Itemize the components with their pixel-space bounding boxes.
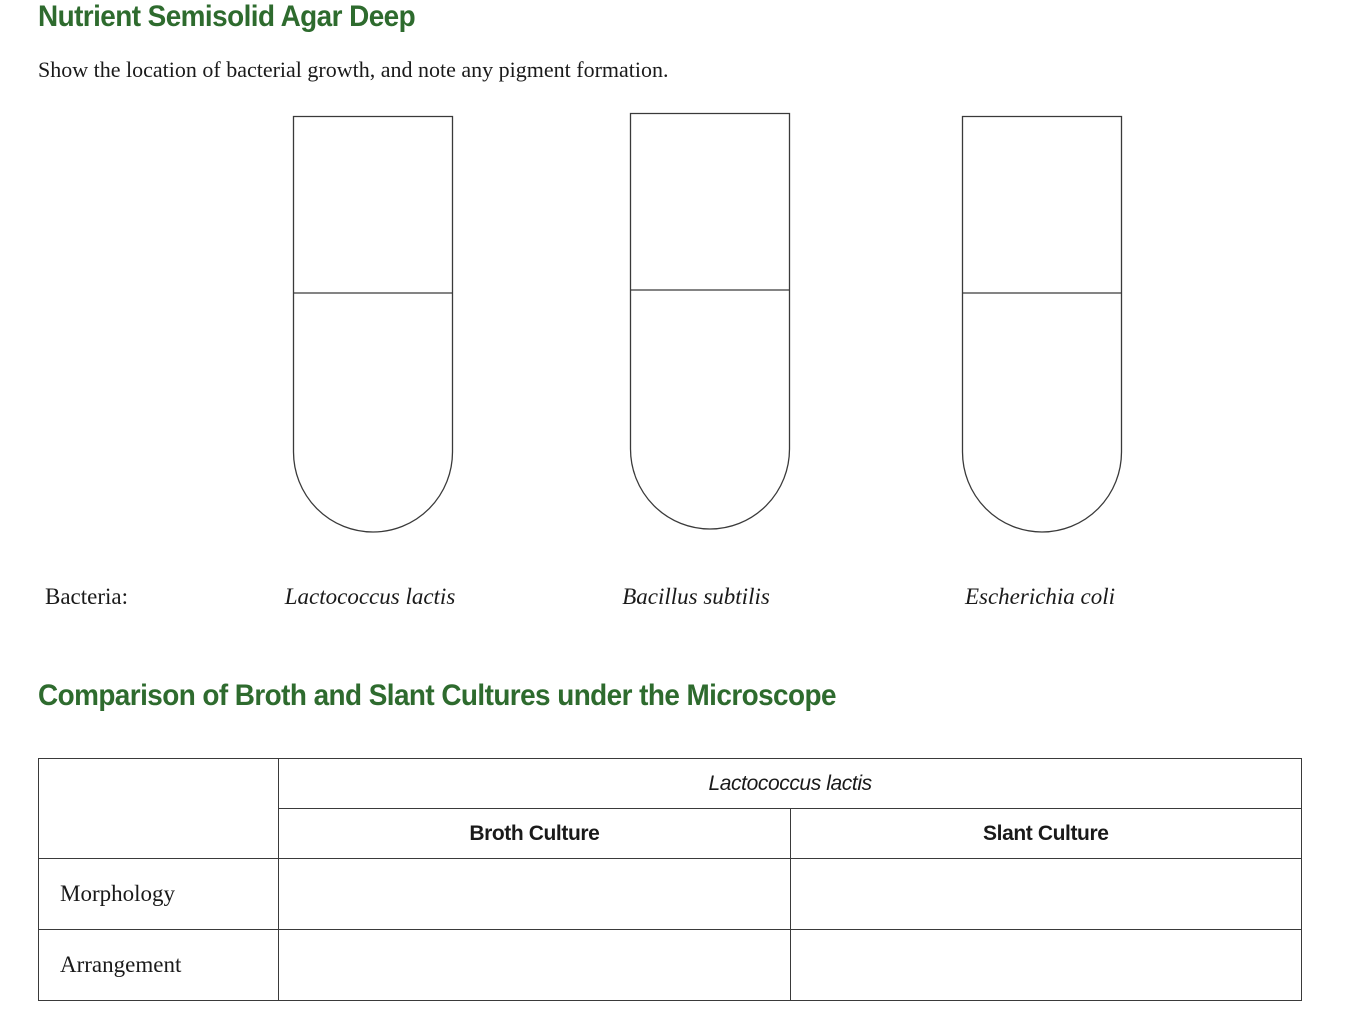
organism-header: Lactococcus lactis [279, 759, 1302, 809]
broth-culture-header: Broth Culture [279, 809, 790, 859]
test-tube-escherichia-coli[interactable] [961, 116, 1123, 536]
species-label-3: Escherichia coli [964, 584, 1116, 609]
morphology-broth-cell[interactable] [279, 859, 790, 930]
header-corner-cell [39, 759, 279, 859]
arrangement-broth-cell[interactable] [279, 930, 790, 1001]
test-tube-lactococcus-lactis[interactable] [292, 116, 454, 536]
row-label-morphology: Morphology [39, 859, 279, 930]
test-tube-bacillus-subtilis[interactable] [629, 113, 791, 533]
row-label-arrangement: Arrangement [39, 930, 279, 1001]
species-label-1: Lactococcus lactis [284, 584, 456, 609]
morphology-slant-cell[interactable] [790, 859, 1301, 930]
comparison-table [38, 758, 1302, 1001]
table-row [39, 930, 1302, 1001]
bacteria-label: Bacteria: [45, 584, 129, 609]
table-row [39, 859, 1302, 930]
slant-culture-header: Slant Culture [790, 809, 1301, 859]
table-header-row [39, 759, 1302, 809]
comparison-title: Comparison of Broth and Slant Cultures under the Microscope [38, 679, 836, 712]
agar-deep-instructions: Show the location of bacterial growth, and note any pigment formation. [38, 57, 669, 82]
species-label-2: Bacillus subtilis [622, 584, 770, 609]
arrangement-slant-cell[interactable] [790, 930, 1301, 1001]
agar-deep-title: Nutrient Semisolid Agar Deep [38, 0, 416, 33]
